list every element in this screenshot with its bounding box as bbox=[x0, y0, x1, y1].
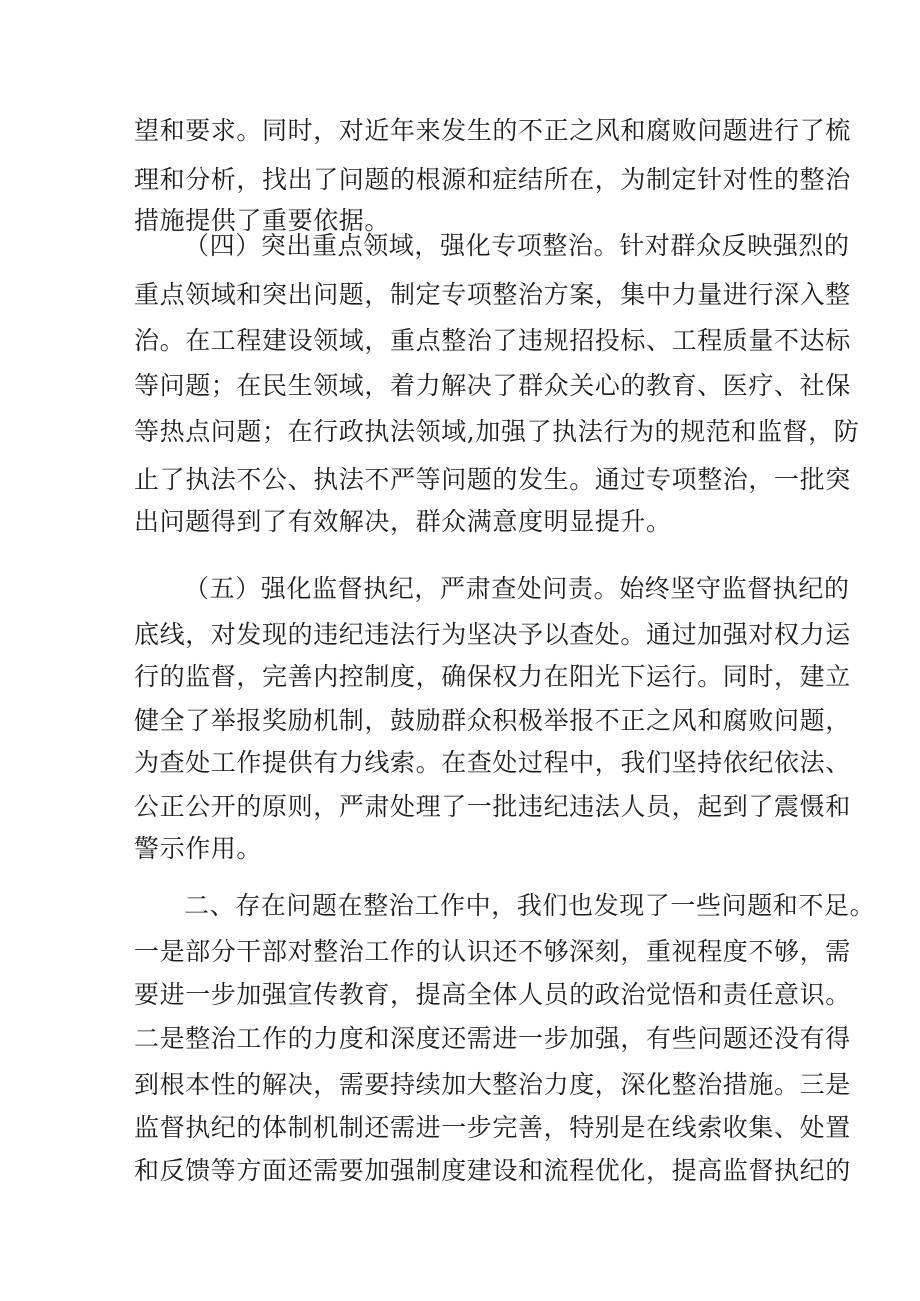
text-line: 和反馈等方面还需要加强制度建设和流程优化，提高监督执纪的 bbox=[134, 1156, 851, 1185]
text-line: 措施提供了重要依据。 bbox=[134, 206, 391, 235]
text-line: 理和分析，找出了问题的根源和症结所在，为制定针对性的整治 bbox=[134, 165, 851, 194]
text-line: 重点领域和突出问题，制定专项整治方案，集中力量进行深入整 bbox=[134, 280, 851, 309]
text-line: 等问题；在民生领域，着力解决了群众关心的教育、医疗、社保 bbox=[134, 371, 851, 400]
section-heading-two: 二、存在问题在整治工作中，我们也发现了一些问题和不足。 bbox=[184, 891, 876, 920]
text-line: 二是整治工作的力度和深度还需进一步加强，有些问题还没有得 bbox=[134, 1024, 851, 1053]
text-line: 公正公开的原则，严肃处理了一批违纪违法人员，起到了震慑和 bbox=[134, 792, 851, 821]
section-heading-five: （五）强化监督执纪，严肃查处问责。始终坚守监督执纪的 bbox=[184, 574, 850, 603]
text-line: 要进一步加强宣传教育，提高全体人员的政治觉悟和责任意识。 bbox=[134, 980, 851, 1009]
text-line: 一是部分干部对整治工作的认识还不够深刻，重视程度不够，需 bbox=[134, 937, 851, 966]
text-line: 行的监督，完善内控制度，确保权力在阳光下运行。同时，建立 bbox=[134, 662, 851, 691]
text-line: 为查处工作提供有力线索。在查处过程中，我们坚持依纪依法、 bbox=[134, 748, 851, 777]
section-heading-four: （四）突出重点领域，强化专项整治。针对群众反映强烈的 bbox=[184, 231, 850, 260]
text-line: 健全了举报奖励机制，鼓励群众积极举报不正之风和腐败问题， bbox=[134, 706, 851, 735]
text-line: 望和要求。同时，对近年来发生的不正之风和腐败问题进行了梳 bbox=[134, 116, 851, 145]
text-line: 出问题得到了有效解决，群众满意度明显提升。 bbox=[134, 507, 672, 536]
text-line: 止了执法不公、执法不严等问题的发生。通过专项整治，一批突 bbox=[134, 465, 851, 494]
text-line: 等热点问题；在行政执法领域,加强了执法行为的规范和监督，防 bbox=[134, 417, 860, 446]
text-line: 到根本性的解决，需要持续加大整治力度，深化整治措施。三是 bbox=[134, 1070, 851, 1099]
text-line: 警示作用。 bbox=[134, 834, 263, 863]
text-line: 监督执纪的体制机制还需进一步完善，特别是在线索收集、处置 bbox=[134, 1113, 851, 1142]
text-line: 治。在工程建设领域，重点整治了违规招投标、工程质量不达标 bbox=[134, 326, 851, 355]
text-line: 底线，对发现的违纪违法行为坚决予以查处。通过加强对权力运 bbox=[134, 620, 851, 649]
